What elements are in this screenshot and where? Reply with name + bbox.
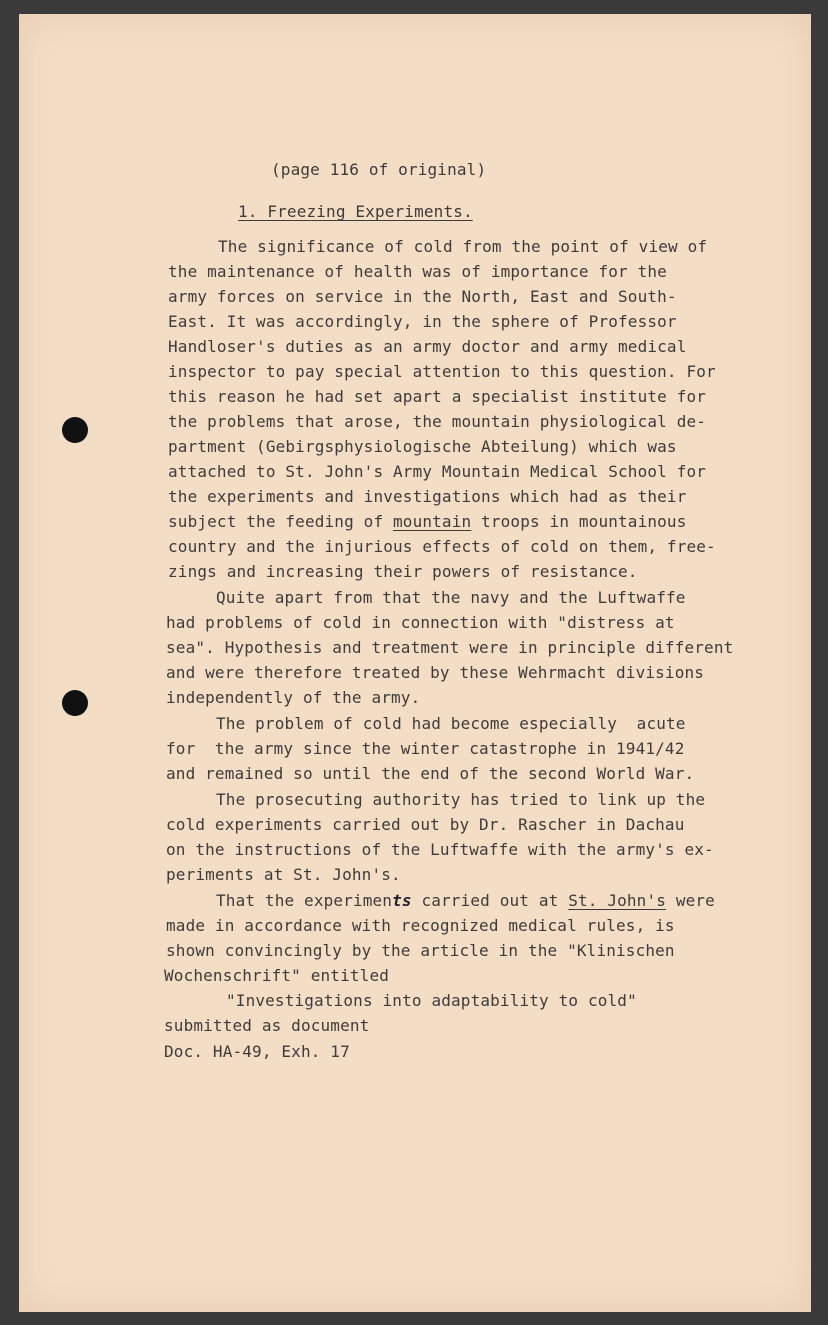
text-line: periments at St. John's. bbox=[166, 865, 401, 884]
text-line: army forces on service in the North, East and South- bbox=[168, 287, 677, 306]
text-line: had problems of cold in connection with "distress at bbox=[166, 613, 675, 632]
text-line: submitted as document bbox=[164, 1016, 370, 1035]
text-line: inspector to pay special attention to this question. For bbox=[168, 362, 716, 381]
text-line: Handloser's duties as an army doctor and army medical bbox=[168, 337, 687, 356]
page-reference: (page 116 of original) bbox=[271, 160, 487, 179]
text-line: attached to St. John's Army Mountain Medical School for bbox=[168, 462, 707, 481]
text-line: cold experiments carried out by Dr. Rascher in Dachau bbox=[166, 815, 685, 834]
text-line: shown convincingly by the article in the "Klinischen bbox=[166, 941, 675, 960]
quoted-title: "Investigations into adaptability to cold" bbox=[226, 991, 637, 1010]
text-line: zings and increasing their powers of resistance. bbox=[168, 562, 638, 581]
text-segment: were bbox=[666, 891, 715, 910]
underlined-phrase: St. John's bbox=[568, 891, 667, 910]
text-line: The prosecuting authority has tried to link up the bbox=[216, 790, 706, 809]
text-line: for the army since the winter catastrophe in 1941/42 bbox=[166, 739, 685, 758]
text-line: East. It was accordingly, in the sphere of Professor bbox=[168, 312, 677, 331]
text-line: the experiments and investigations which had as their bbox=[168, 487, 687, 506]
punch-hole bbox=[62, 417, 88, 443]
text-line: the maintenance of health was of importance for the bbox=[168, 262, 667, 281]
section-title: 1. Freezing Experiments. bbox=[238, 202, 473, 221]
text-line: this reason he had set apart a specialist institute for bbox=[168, 387, 707, 406]
text-segment: troops in mountainous bbox=[471, 512, 687, 531]
text-line: the problems that arose, the mountain physiological de- bbox=[168, 412, 707, 431]
text-line: on the instructions of the Luftwaffe with the army's ex- bbox=[166, 840, 714, 859]
document-reference: Doc. HA-49, Exh. 17 bbox=[164, 1042, 350, 1061]
punch-hole bbox=[62, 690, 88, 716]
text-segment: That the experimen bbox=[216, 891, 393, 910]
text-line: independently of the army. bbox=[166, 688, 421, 707]
text-line: sea". Hypothesis and treatment were in principle different bbox=[166, 638, 734, 657]
text-segment: subject the feeding of bbox=[168, 512, 394, 531]
handwritten-correction: ts bbox=[392, 891, 412, 910]
text-line: country and the injurious effects of cold on them, free- bbox=[168, 537, 716, 556]
text-line: The problem of cold had become especially acute bbox=[216, 714, 686, 733]
text-line: The significance of cold from the point of view of bbox=[218, 237, 708, 256]
text-line bbox=[168, 512, 687, 532]
text-line bbox=[216, 891, 715, 911]
text-line: Wochenschrift" entitled bbox=[164, 966, 390, 985]
text-line: Quite apart from that the navy and the Luftwaffe bbox=[216, 588, 686, 607]
underlined-word: mountain bbox=[393, 512, 472, 531]
text-line: made in accordance with recognized medical rules, is bbox=[166, 916, 675, 935]
text-line: and remained so until the end of the second World War. bbox=[166, 764, 695, 783]
text-segment: carried out at bbox=[411, 891, 569, 910]
text-line: partment (Gebirgsphysiologische Abteilung) which was bbox=[168, 437, 677, 456]
document-page bbox=[19, 14, 811, 1312]
text-line: and were therefore treated by these Wehrmacht divisions bbox=[166, 663, 705, 682]
